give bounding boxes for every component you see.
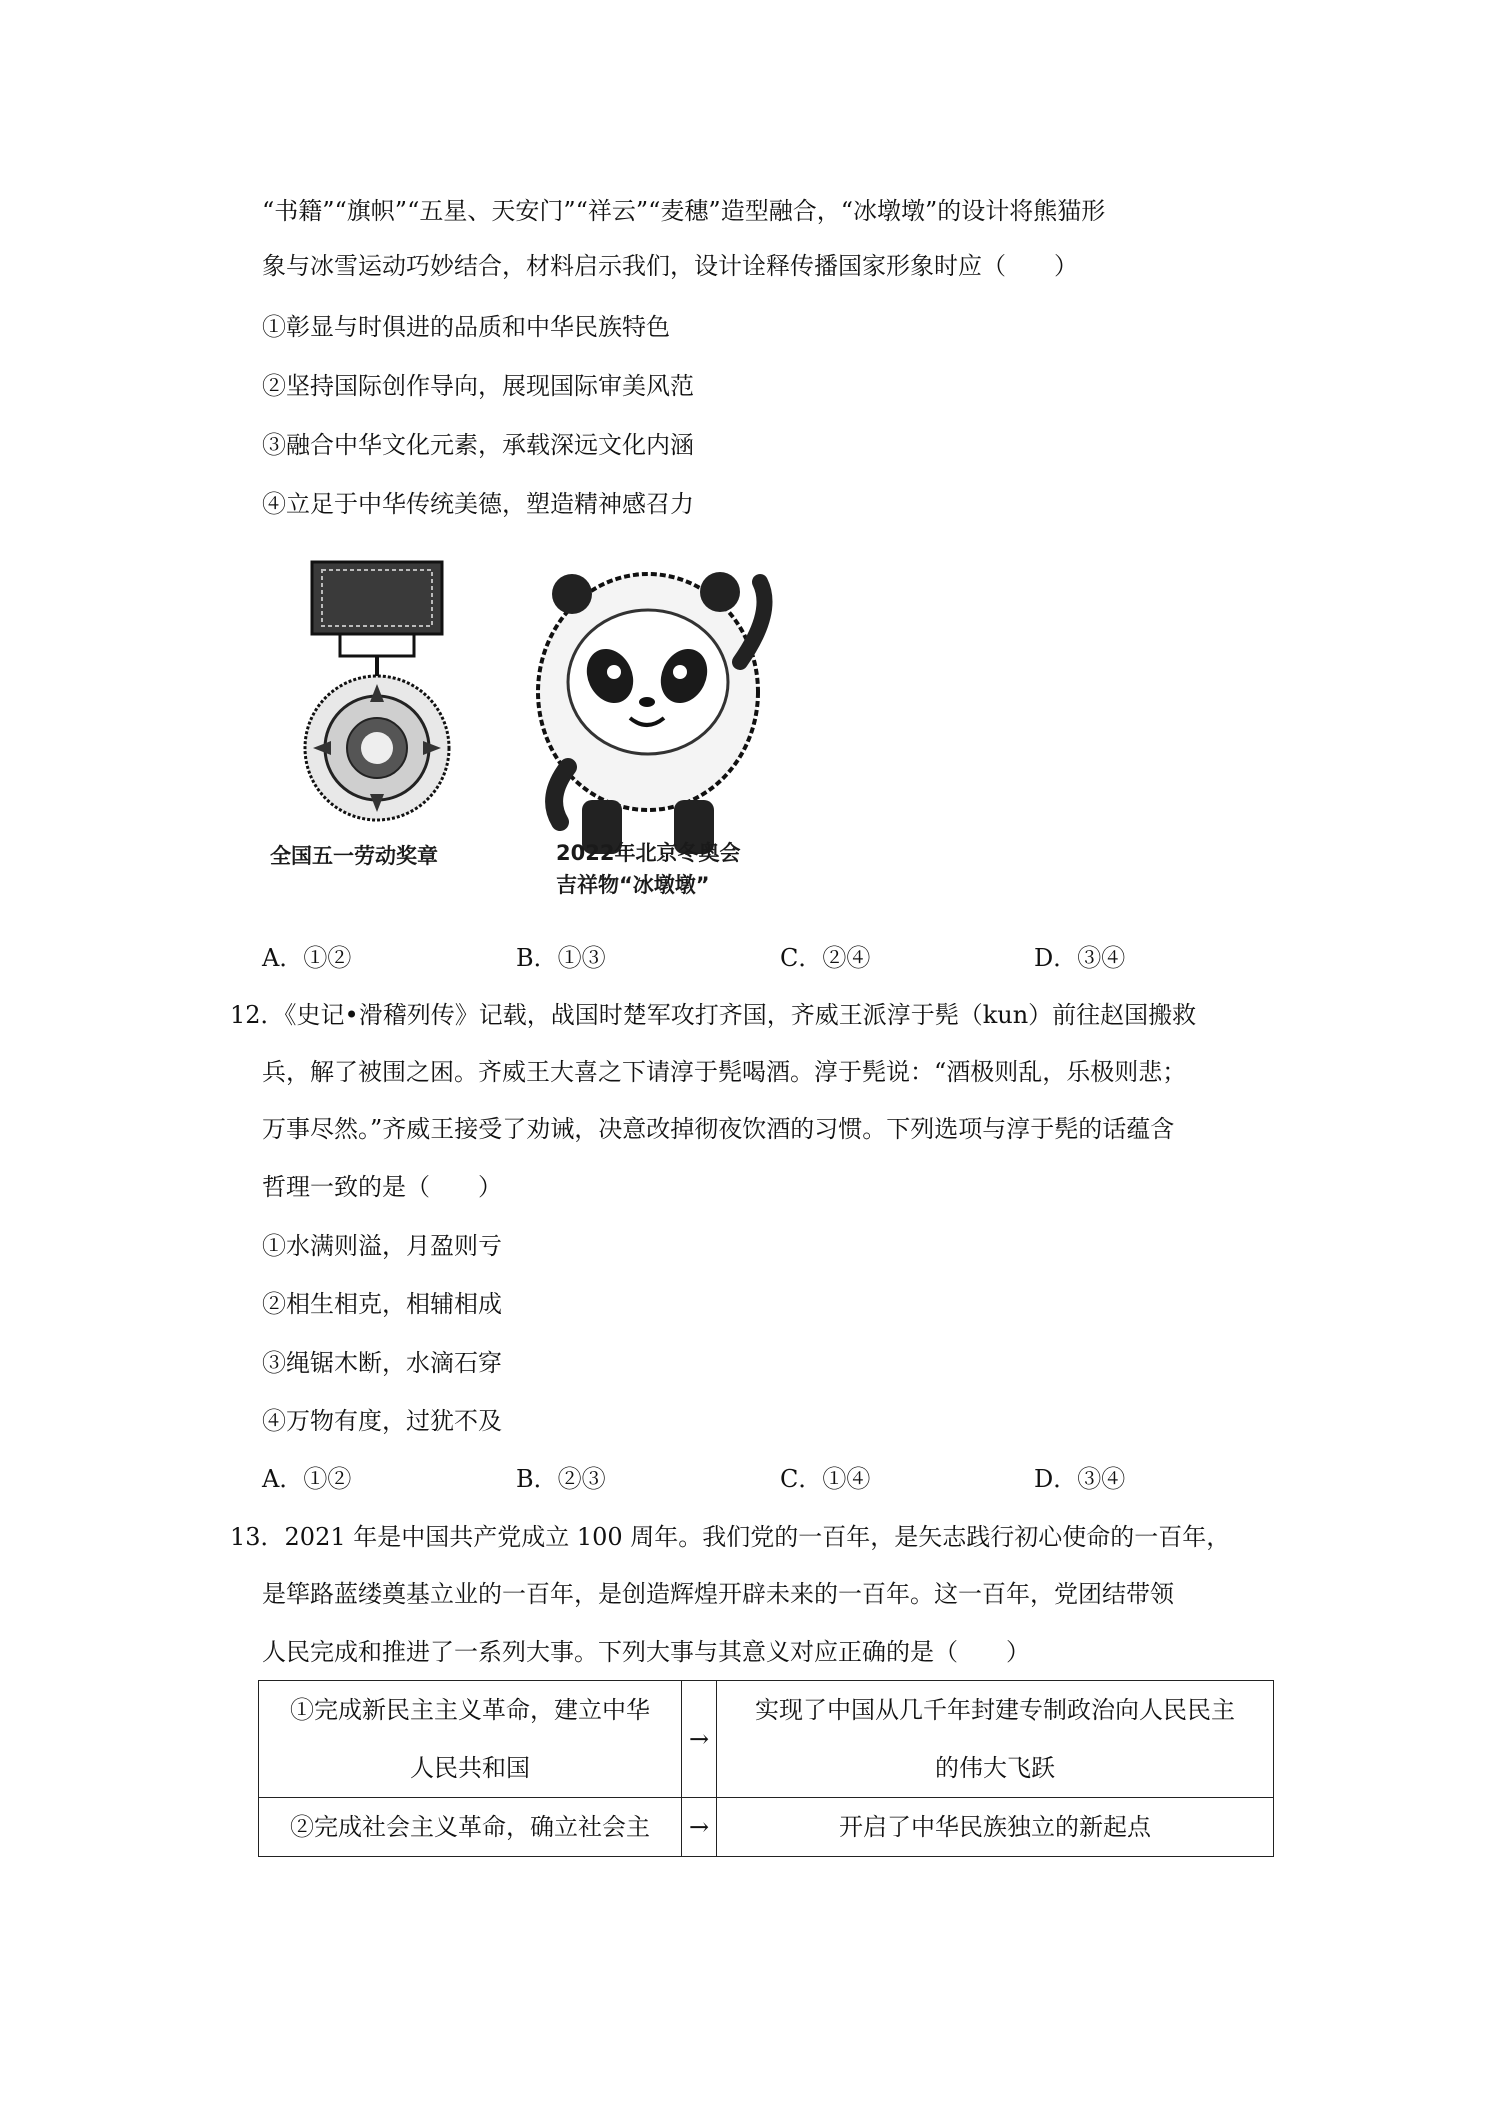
- q11-option-a[interactable]: A．①②: [262, 944, 352, 972]
- caption-labor-medal: 全国五一劳动奖章: [270, 844, 438, 868]
- bing-dwen-dwen-image: [538, 572, 765, 854]
- q11-option-c[interactable]: C．②④: [780, 944, 871, 972]
- event-line-2: 人民共和国: [410, 1754, 530, 1782]
- q12-item-1: ①水满则溢，月盈则亏: [262, 1232, 502, 1260]
- q12-text-line-1: 12．《史记•滑稽列传》记载，战国时楚军攻打齐国，齐威王派淳于髡（kun）前往赵国搬救: [230, 1001, 1197, 1029]
- table-cell-arrow: →: [682, 1681, 717, 1798]
- meaning-line-1: 开启了中华民族独立的新起点: [839, 1813, 1151, 1841]
- caption-mascot-line-2: 吉祥物“冰墩墩”: [556, 873, 710, 897]
- q12-item-3: ③绳锯木断，水滴石穿: [262, 1349, 502, 1377]
- event-line-1: ①完成新民主主义革命，建立中华: [290, 1696, 650, 1724]
- q13-table: [258, 1680, 1274, 1857]
- q12-item-2: ②相生相克，相辅相成: [262, 1290, 502, 1318]
- table-cell-meaning: [717, 1798, 1274, 1857]
- q11-item-1: ①彰显与时俱进的品质和中华民族特色: [262, 313, 670, 341]
- q12-text-line-2: 兵，解了被围之困。齐威王大喜之下请淳于髡喝酒。淳于髡说：“酒极则乱，乐极则悲；: [262, 1058, 1187, 1086]
- q13-text-line-1: 13．2021 年是中国共产党成立 100 周年。我们党的一百年，是矢志践行初心使命的一百年，: [230, 1523, 1231, 1551]
- q11-text-line-2: 象与冰雪运动巧妙结合，材料启示我们，设计诠释传播国家形象时应（ ）: [262, 252, 1078, 280]
- q13-text-line-3: 人民完成和推进了一系列大事。下列大事与其意义对应正确的是（ ）: [262, 1638, 1030, 1666]
- q12-option-b[interactable]: B．②③: [516, 1465, 606, 1493]
- table-cell-arrow: →: [682, 1798, 717, 1857]
- q11-option-b[interactable]: B．①③: [516, 944, 606, 972]
- q12-text-line-4: 哲理一致的是（ ）: [262, 1173, 502, 1201]
- q11-item-4: ④立足于中华传统美德，塑造精神感召力: [262, 490, 694, 518]
- labor-medal-image: [305, 562, 449, 820]
- caption-mascot-line-1: 2022年北京冬奥会: [556, 841, 741, 865]
- table-cell-event: [259, 1681, 682, 1798]
- table-row: [259, 1798, 1274, 1857]
- q11-item-3: ③融合中华文化元素，承载深远文化内涵: [262, 431, 694, 459]
- q11-item-2: ②坚持国际创作导向，展现国际审美风范: [262, 372, 694, 400]
- table-cell-event: [259, 1798, 682, 1857]
- q12-option-a[interactable]: A．①②: [262, 1465, 352, 1493]
- meaning-line-2: 的伟大飞跃: [935, 1754, 1055, 1782]
- table-row: [259, 1681, 1274, 1798]
- q12-option-d[interactable]: D．③④: [1034, 1465, 1126, 1493]
- q11-text-line-1: “书籍”“旗帜”“五星、天安门”“祥云”“麦穗”造型融合，“冰墩墩”的设计将熊猫形: [262, 197, 1106, 225]
- q11-option-d[interactable]: D．③④: [1034, 944, 1126, 972]
- q13-text-line-2: 是筚路蓝缕奠基立业的一百年，是创造辉煌开辟未来的一百年。这一百年，党团结带领: [262, 1580, 1174, 1608]
- event-line-1: ②完成社会主义革命，确立社会主: [290, 1813, 650, 1841]
- q12-item-4: ④万物有度，过犹不及: [262, 1407, 502, 1435]
- q12-text-line-3: 万事尽然。”齐威王接受了劝诫，决意改掉彻夜饮酒的习惯。下列选项与淳于髡的话蕴含: [262, 1115, 1175, 1143]
- q12-option-c[interactable]: C．①④: [780, 1465, 871, 1493]
- meaning-line-1: 实现了中国从几千年封建专制政治向人民民主: [755, 1696, 1235, 1724]
- table-cell-meaning: [717, 1681, 1274, 1798]
